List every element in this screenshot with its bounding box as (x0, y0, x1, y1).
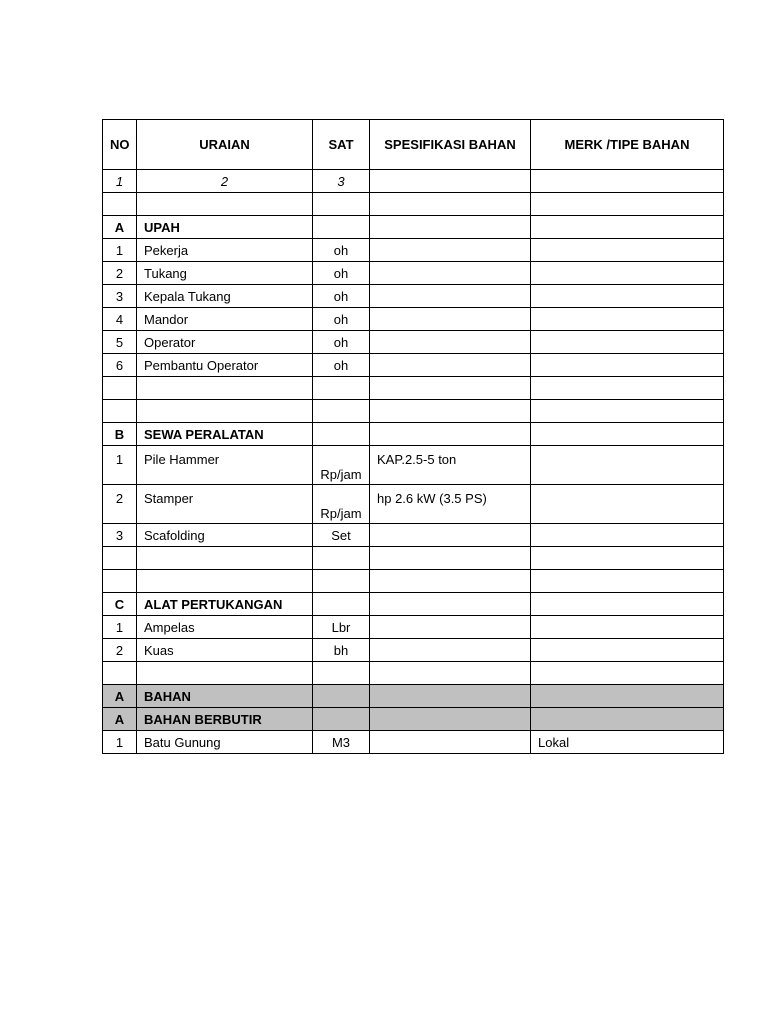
row-uraian: Batu Gunung (137, 731, 313, 754)
table-row (103, 331, 724, 354)
row-sat: oh (313, 239, 370, 262)
row-sat: Rp/jam (313, 446, 370, 485)
row-no: 2 (103, 262, 137, 285)
row-no: 5 (103, 331, 137, 354)
empty-cell (531, 170, 724, 193)
row-no: 2 (103, 639, 137, 662)
section-title: UPAH (137, 216, 313, 239)
table-row (103, 616, 724, 639)
section-title: BAHAN BERBUTIR (137, 708, 313, 731)
table-row (103, 524, 724, 547)
row-no: 2 (103, 485, 137, 524)
row-sat: oh (313, 354, 370, 377)
row-uraian: Scafolding (137, 524, 313, 547)
empty-row (103, 570, 724, 593)
empty-row (103, 662, 724, 685)
section-header-row (103, 216, 724, 239)
row-sat: bh (313, 639, 370, 662)
table-row (103, 446, 724, 485)
section-header-row (103, 593, 724, 616)
section-code: B (103, 423, 137, 446)
row-sat: Set (313, 524, 370, 547)
row-uraian: Ampelas (137, 616, 313, 639)
header-uraian: URAIAN (137, 120, 313, 170)
row-uraian: Pile Hammer (137, 446, 313, 485)
row-spesifikasi: KAP.2.5-5 ton (370, 446, 531, 485)
table-row (103, 262, 724, 285)
table-row (103, 485, 724, 524)
section-code: A (103, 216, 137, 239)
row-merk: Lokal (531, 731, 724, 754)
row-sat: oh (313, 285, 370, 308)
row-sat: oh (313, 331, 370, 354)
column-number: 3 (313, 170, 370, 193)
row-sat: oh (313, 262, 370, 285)
section-header-row-shaded (103, 685, 724, 708)
column-number: 2 (137, 170, 313, 193)
row-uraian: Pekerja (137, 239, 313, 262)
row-sat: Lbr (313, 616, 370, 639)
row-no: 3 (103, 285, 137, 308)
row-no: 1 (103, 731, 137, 754)
section-code: A (103, 685, 137, 708)
empty-row (103, 400, 724, 423)
header-spesifikasi: SPESIFIKASI BAHAN (370, 120, 531, 170)
table-row (103, 308, 724, 331)
row-uraian: Operator (137, 331, 313, 354)
section-header-row-shaded (103, 708, 724, 731)
material-spec-table (102, 119, 724, 754)
row-uraian: Tukang (137, 262, 313, 285)
empty-row (103, 547, 724, 570)
table-row (103, 285, 724, 308)
row-sat: oh (313, 308, 370, 331)
section-title: SEWA PERALATAN (137, 423, 313, 446)
row-uraian: Kuas (137, 639, 313, 662)
section-code: C (103, 593, 137, 616)
table-row (103, 239, 724, 262)
empty-cell (370, 170, 531, 193)
row-uraian: Kepala Tukang (137, 285, 313, 308)
row-uraian: Pembantu Operator (137, 354, 313, 377)
header-merk: MERK /TIPE BAHAN (531, 120, 724, 170)
row-uraian: Stamper (137, 485, 313, 524)
table-row (103, 731, 724, 754)
header-no: NO (103, 120, 137, 170)
column-number-row (103, 170, 724, 193)
row-no: 6 (103, 354, 137, 377)
row-sat: Rp/jam (313, 485, 370, 524)
row-no: 1 (103, 616, 137, 639)
section-title: BAHAN (137, 685, 313, 708)
table-row (103, 639, 724, 662)
empty-row (103, 193, 724, 216)
header-row (103, 120, 724, 170)
table-row (103, 354, 724, 377)
column-number: 1 (103, 170, 137, 193)
empty-row (103, 377, 724, 400)
row-no: 1 (103, 239, 137, 262)
section-header-row (103, 423, 724, 446)
header-sat: SAT (313, 120, 370, 170)
section-title: ALAT PERTUKANGAN (137, 593, 313, 616)
row-uraian: Mandor (137, 308, 313, 331)
row-no: 3 (103, 524, 137, 547)
row-spesifikasi: hp 2.6 kW (3.5 PS) (370, 485, 531, 524)
row-no: 4 (103, 308, 137, 331)
row-no: 1 (103, 446, 137, 485)
row-sat: M3 (313, 731, 370, 754)
section-code: A (103, 708, 137, 731)
